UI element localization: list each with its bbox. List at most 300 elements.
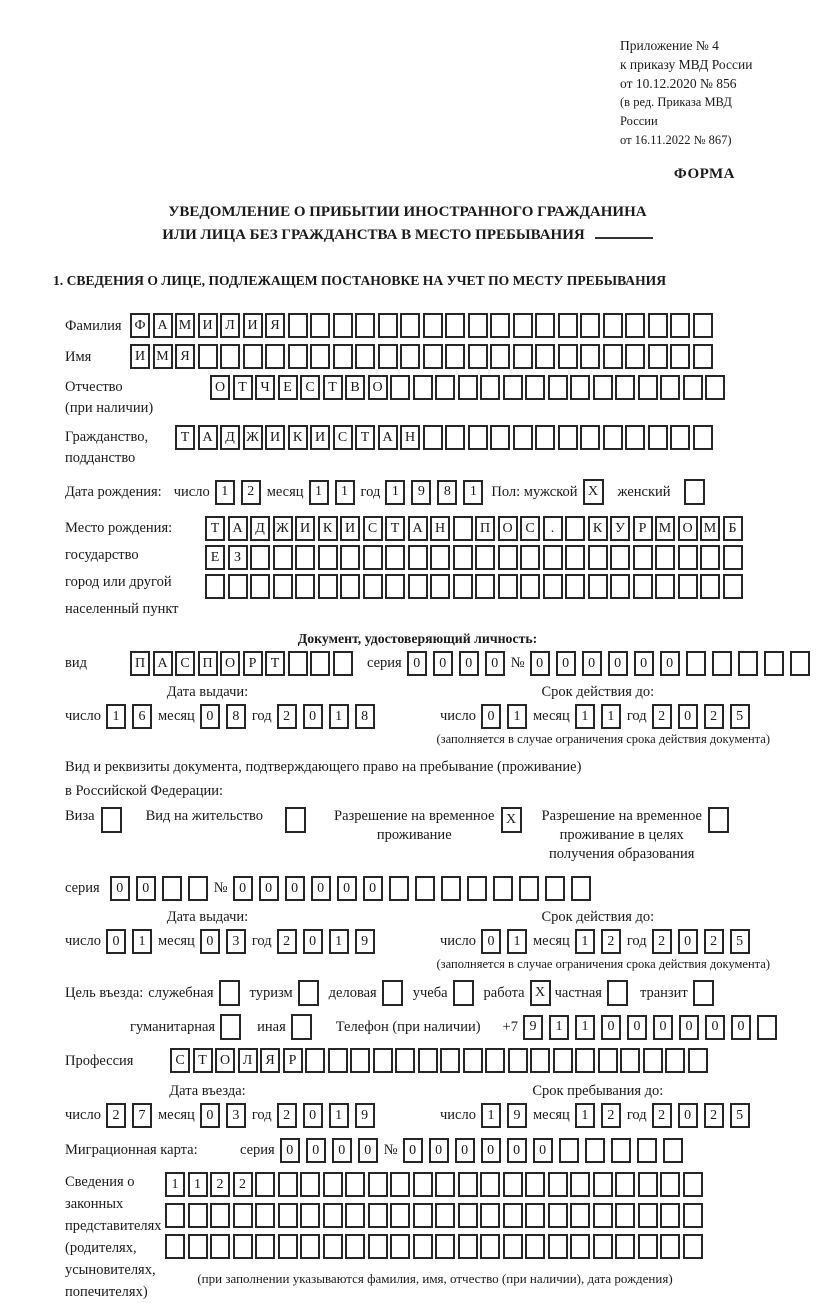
char-cell[interactable] [565,545,585,570]
char-cell[interactable] [233,1234,253,1259]
char-cell[interactable]: 0 [280,1138,300,1163]
char-cell[interactable] [519,876,539,901]
char-cell[interactable]: 0 [455,1138,475,1163]
char-cell[interactable]: 0 [110,876,130,901]
char-cell[interactable] [683,1172,703,1197]
char-cell[interactable]: 0 [608,651,628,676]
char-cell[interactable] [558,425,578,450]
char-cell[interactable] [580,425,600,450]
char-cell[interactable]: 0 [303,1103,323,1128]
char-cell[interactable]: И [310,425,330,450]
char-cell[interactable] [637,1138,657,1163]
char-cell[interactable] [598,1048,618,1073]
char-cell[interactable] [633,574,653,599]
char-cell[interactable]: 2 [601,929,621,954]
char-cell[interactable] [670,313,690,338]
char-cell[interactable] [593,1172,613,1197]
char-cell[interactable] [233,1203,253,1228]
char-cell[interactable] [385,545,405,570]
char-cell[interactable] [395,1048,415,1073]
char-cell[interactable]: 1 [329,1103,349,1128]
char-cell[interactable]: 0 [601,1015,621,1040]
char-cell[interactable]: С [363,516,383,541]
char-cell[interactable] [288,651,308,676]
char-cell[interactable] [413,375,433,400]
char-cell[interactable] [480,1234,500,1259]
char-cell[interactable] [390,1203,410,1228]
char-cell[interactable]: 0 [705,1015,725,1040]
temp-residence-edu-checkbox[interactable] [708,807,729,833]
char-cell[interactable]: 0 [582,651,602,676]
char-cell[interactable]: И [198,313,218,338]
char-cell[interactable] [363,545,383,570]
char-cell[interactable]: П [130,651,150,676]
char-cell[interactable] [345,1234,365,1259]
char-cell[interactable]: Л [220,313,240,338]
char-cell[interactable]: 0 [731,1015,751,1040]
char-cell[interactable] [435,1172,455,1197]
char-cell[interactable]: Т [355,425,375,450]
char-cell[interactable] [548,1234,568,1259]
char-cell[interactable]: Т [233,375,253,400]
char-cell[interactable]: Б [723,516,743,541]
char-cell[interactable] [558,344,578,369]
char-cell[interactable]: 0 [337,876,357,901]
char-cell[interactable] [548,375,568,400]
char-cell[interactable]: 2 [210,1172,230,1197]
char-cell[interactable] [625,344,645,369]
char-cell[interactable]: Т [323,375,343,400]
char-cell[interactable] [565,516,585,541]
char-cell[interactable] [660,375,680,400]
char-cell[interactable]: 0 [678,1103,698,1128]
char-cell[interactable] [205,574,225,599]
char-cell[interactable]: 1 [385,480,405,505]
char-cell[interactable] [458,1172,478,1197]
char-cell[interactable] [520,574,540,599]
char-cell[interactable] [265,344,285,369]
char-cell[interactable] [418,1048,438,1073]
char-cell[interactable]: Р [633,516,653,541]
char-cell[interactable]: 2 [704,704,724,729]
char-cell[interactable]: 0 [678,929,698,954]
char-cell[interactable] [493,876,513,901]
char-cell[interactable]: 2 [704,1103,724,1128]
char-cell[interactable]: 5 [730,929,750,954]
purpose-tourism-checkbox[interactable] [298,980,319,1006]
char-cell[interactable]: 0 [634,651,654,676]
char-cell[interactable] [458,1234,478,1259]
char-cell[interactable]: 1 [575,704,595,729]
char-cell[interactable]: 0 [481,704,501,729]
char-cell[interactable]: Т [193,1048,213,1073]
visa-checkbox[interactable] [101,807,122,833]
char-cell[interactable] [655,574,675,599]
char-cell[interactable] [400,344,420,369]
char-cell[interactable]: Ч [255,375,275,400]
char-cell[interactable]: А [153,313,173,338]
char-cell[interactable] [378,344,398,369]
char-cell[interactable]: 5 [730,1103,750,1128]
char-cell[interactable]: 8 [355,704,375,729]
char-cell[interactable]: 8 [226,704,246,729]
char-cell[interactable] [323,1172,343,1197]
char-cell[interactable] [328,1048,348,1073]
char-cell[interactable]: 0 [259,876,279,901]
char-cell[interactable] [423,344,443,369]
char-cell[interactable] [670,344,690,369]
char-cell[interactable]: Ж [273,516,293,541]
sex-female-checkbox[interactable] [684,479,705,505]
char-cell[interactable] [413,1172,433,1197]
char-cell[interactable]: 2 [277,929,297,954]
char-cell[interactable] [655,545,675,570]
char-cell[interactable]: 2 [233,1172,253,1197]
char-cell[interactable] [615,1234,635,1259]
purpose-business-checkbox[interactable] [382,980,403,1006]
char-cell[interactable] [295,574,315,599]
char-cell[interactable] [593,1203,613,1228]
char-cell[interactable] [378,313,398,338]
char-cell[interactable] [445,313,465,338]
char-cell[interactable] [535,313,555,338]
char-cell[interactable] [610,574,630,599]
char-cell[interactable] [430,545,450,570]
char-cell[interactable]: 2 [277,1103,297,1128]
char-cell[interactable]: 0 [507,1138,527,1163]
char-cell[interactable]: 0 [200,1103,220,1128]
char-cell[interactable] [467,876,487,901]
char-cell[interactable] [288,344,308,369]
char-cell[interactable] [305,1048,325,1073]
char-cell[interactable] [638,1203,658,1228]
char-cell[interactable] [458,1203,478,1228]
char-cell[interactable] [415,876,435,901]
char-cell[interactable]: С [170,1048,190,1073]
char-cell[interactable] [389,876,409,901]
char-cell[interactable]: 0 [311,876,331,901]
char-cell[interactable] [670,425,690,450]
char-cell[interactable] [385,574,405,599]
char-cell[interactable] [255,1234,275,1259]
temp-residence-checkbox[interactable]: X [501,807,522,833]
char-cell[interactable]: 1 [549,1015,569,1040]
char-cell[interactable] [480,375,500,400]
char-cell[interactable] [340,545,360,570]
char-cell[interactable] [610,545,630,570]
char-cell[interactable] [588,574,608,599]
char-cell[interactable] [363,574,383,599]
char-cell[interactable] [638,375,658,400]
char-cell[interactable]: 6 [132,704,152,729]
char-cell[interactable] [255,1203,275,1228]
char-cell[interactable]: Т [205,516,225,541]
char-cell[interactable]: 2 [601,1103,621,1128]
char-cell[interactable] [520,545,540,570]
char-cell[interactable] [615,375,635,400]
char-cell[interactable]: 0 [481,929,501,954]
char-cell[interactable]: 1 [575,1015,595,1040]
char-cell[interactable] [503,1172,523,1197]
char-cell[interactable] [345,1172,365,1197]
char-cell[interactable] [440,1048,460,1073]
char-cell[interactable] [300,1203,320,1228]
char-cell[interactable] [490,425,510,450]
char-cell[interactable]: Т [265,651,285,676]
char-cell[interactable] [243,344,263,369]
char-cell[interactable] [228,574,248,599]
char-cell[interactable] [373,1048,393,1073]
char-cell[interactable]: Я [265,313,285,338]
char-cell[interactable] [390,375,410,400]
char-cell[interactable]: 0 [530,651,550,676]
char-cell[interactable] [570,1172,590,1197]
char-cell[interactable] [468,313,488,338]
char-cell[interactable] [300,1234,320,1259]
char-cell[interactable] [580,344,600,369]
char-cell[interactable] [665,1048,685,1073]
char-cell[interactable] [723,574,743,599]
residence-permit-checkbox[interactable] [285,807,306,833]
char-cell[interactable] [390,1172,410,1197]
char-cell[interactable] [764,651,784,676]
char-cell[interactable] [485,1048,505,1073]
char-cell[interactable] [593,375,613,400]
char-cell[interactable] [660,1234,680,1259]
char-cell[interactable] [700,545,720,570]
char-cell[interactable]: Е [278,375,298,400]
char-cell[interactable] [220,344,240,369]
char-cell[interactable]: О [498,516,518,541]
char-cell[interactable] [559,1138,579,1163]
char-cell[interactable]: Т [385,516,405,541]
char-cell[interactable] [638,1172,658,1197]
char-cell[interactable]: К [318,516,338,541]
char-cell[interactable]: 8 [437,480,457,505]
char-cell[interactable]: 2 [652,929,672,954]
char-cell[interactable] [503,375,523,400]
char-cell[interactable] [188,876,208,901]
char-cell[interactable]: 1 [188,1172,208,1197]
char-cell[interactable] [525,1203,545,1228]
char-cell[interactable]: 1 [106,704,126,729]
char-cell[interactable]: Ф [130,313,150,338]
char-cell[interactable] [453,574,473,599]
purpose-transit-checkbox[interactable] [693,980,714,1006]
char-cell[interactable] [300,1172,320,1197]
char-cell[interactable] [441,876,461,901]
char-cell[interactable]: 1 [329,929,349,954]
char-cell[interactable]: 9 [523,1015,543,1040]
char-cell[interactable] [611,1138,631,1163]
char-cell[interactable] [435,375,455,400]
char-cell[interactable]: И [295,516,315,541]
char-cell[interactable]: О [215,1048,235,1073]
char-cell[interactable] [250,545,270,570]
char-cell[interactable] [162,876,182,901]
char-cell[interactable]: Е [205,545,225,570]
char-cell[interactable] [513,425,533,450]
char-cell[interactable]: А [198,425,218,450]
char-cell[interactable] [503,1203,523,1228]
char-cell[interactable] [480,1172,500,1197]
char-cell[interactable] [273,545,293,570]
char-cell[interactable] [580,313,600,338]
char-cell[interactable]: А [153,651,173,676]
char-cell[interactable]: А [408,516,428,541]
char-cell[interactable] [490,344,510,369]
char-cell[interactable] [323,1234,343,1259]
char-cell[interactable]: 0 [407,651,427,676]
char-cell[interactable]: О [220,651,240,676]
char-cell[interactable] [548,1203,568,1228]
char-cell[interactable]: О [678,516,698,541]
char-cell[interactable]: 1 [601,704,621,729]
char-cell[interactable] [400,313,420,338]
char-cell[interactable] [620,1048,640,1073]
char-cell[interactable] [255,1172,275,1197]
char-cell[interactable]: 2 [241,480,261,505]
char-cell[interactable] [525,1172,545,1197]
char-cell[interactable]: С [333,425,353,450]
char-cell[interactable] [678,574,698,599]
char-cell[interactable] [638,1234,658,1259]
char-cell[interactable] [643,1048,663,1073]
char-cell[interactable] [188,1203,208,1228]
char-cell[interactable]: 9 [355,929,375,954]
char-cell[interactable]: 0 [285,876,305,901]
char-cell[interactable]: 7 [132,1103,152,1128]
char-cell[interactable] [593,1234,613,1259]
char-cell[interactable] [660,1172,680,1197]
char-cell[interactable]: О [210,375,230,400]
char-cell[interactable] [545,876,565,901]
char-cell[interactable]: Ж [243,425,263,450]
char-cell[interactable] [625,313,645,338]
purpose-other-checkbox[interactable] [291,1014,312,1040]
char-cell[interactable] [468,425,488,450]
char-cell[interactable]: В [345,375,365,400]
char-cell[interactable] [423,425,443,450]
char-cell[interactable] [548,1172,568,1197]
char-cell[interactable] [535,425,555,450]
char-cell[interactable]: 0 [358,1138,378,1163]
char-cell[interactable] [355,344,375,369]
char-cell[interactable] [340,574,360,599]
char-cell[interactable]: С [175,651,195,676]
char-cell[interactable]: 0 [200,704,220,729]
char-cell[interactable]: А [228,516,248,541]
char-cell[interactable]: 2 [652,704,672,729]
char-cell[interactable]: П [198,651,218,676]
char-cell[interactable]: 1 [165,1172,185,1197]
char-cell[interactable]: М [175,313,195,338]
char-cell[interactable] [368,1172,388,1197]
char-cell[interactable] [615,1203,635,1228]
char-cell[interactable] [683,1203,703,1228]
char-cell[interactable]: Л [238,1048,258,1073]
char-cell[interactable] [603,425,623,450]
char-cell[interactable]: У [610,516,630,541]
char-cell[interactable] [165,1203,185,1228]
char-cell[interactable] [683,1234,703,1259]
char-cell[interactable]: С [520,516,540,541]
char-cell[interactable]: М [153,344,173,369]
char-cell[interactable]: 1 [335,480,355,505]
char-cell[interactable]: 0 [627,1015,647,1040]
char-cell[interactable] [570,375,590,400]
char-cell[interactable] [723,545,743,570]
char-cell[interactable] [453,516,473,541]
char-cell[interactable]: 0 [233,876,253,901]
char-cell[interactable] [570,1234,590,1259]
char-cell[interactable] [210,1234,230,1259]
char-cell[interactable]: 0 [679,1015,699,1040]
char-cell[interactable] [413,1234,433,1259]
char-cell[interactable] [355,313,375,338]
char-cell[interactable]: К [288,425,308,450]
char-cell[interactable] [570,1203,590,1228]
char-cell[interactable]: Н [400,425,420,450]
char-cell[interactable] [165,1234,185,1259]
char-cell[interactable]: 1 [132,929,152,954]
char-cell[interactable]: 3 [226,1103,246,1128]
char-cell[interactable] [350,1048,370,1073]
char-cell[interactable] [333,344,353,369]
char-cell[interactable] [318,545,338,570]
char-cell[interactable] [575,1048,595,1073]
char-cell[interactable]: 9 [355,1103,375,1128]
char-cell[interactable] [413,1203,433,1228]
purpose-private-checkbox[interactable] [607,980,628,1006]
char-cell[interactable] [490,313,510,338]
char-cell[interactable] [435,1234,455,1259]
char-cell[interactable] [558,313,578,338]
char-cell[interactable] [693,425,713,450]
char-cell[interactable] [278,1203,298,1228]
char-cell[interactable]: 0 [653,1015,673,1040]
char-cell[interactable]: 1 [507,704,527,729]
char-cell[interactable]: К [588,516,608,541]
char-cell[interactable] [663,1138,683,1163]
char-cell[interactable] [333,651,353,676]
char-cell[interactable]: 1 [463,480,483,505]
char-cell[interactable] [318,574,338,599]
char-cell[interactable] [543,545,563,570]
char-cell[interactable] [310,313,330,338]
char-cell[interactable] [278,1172,298,1197]
char-cell[interactable]: Я [175,344,195,369]
char-cell[interactable]: 1 [507,929,527,954]
char-cell[interactable]: И [340,516,360,541]
char-cell[interactable] [588,545,608,570]
char-cell[interactable] [468,344,488,369]
char-cell[interactable] [693,344,713,369]
char-cell[interactable] [408,574,428,599]
char-cell[interactable]: 0 [306,1138,326,1163]
char-cell[interactable]: И [265,425,285,450]
char-cell[interactable] [705,375,725,400]
char-cell[interactable] [345,1203,365,1228]
char-cell[interactable] [458,375,478,400]
char-cell[interactable] [423,313,443,338]
char-cell[interactable]: 2 [106,1103,126,1128]
char-cell[interactable]: . [543,516,563,541]
char-cell[interactable] [625,425,645,450]
char-cell[interactable]: 0 [363,876,383,901]
char-cell[interactable] [571,876,591,901]
char-cell[interactable] [712,651,732,676]
